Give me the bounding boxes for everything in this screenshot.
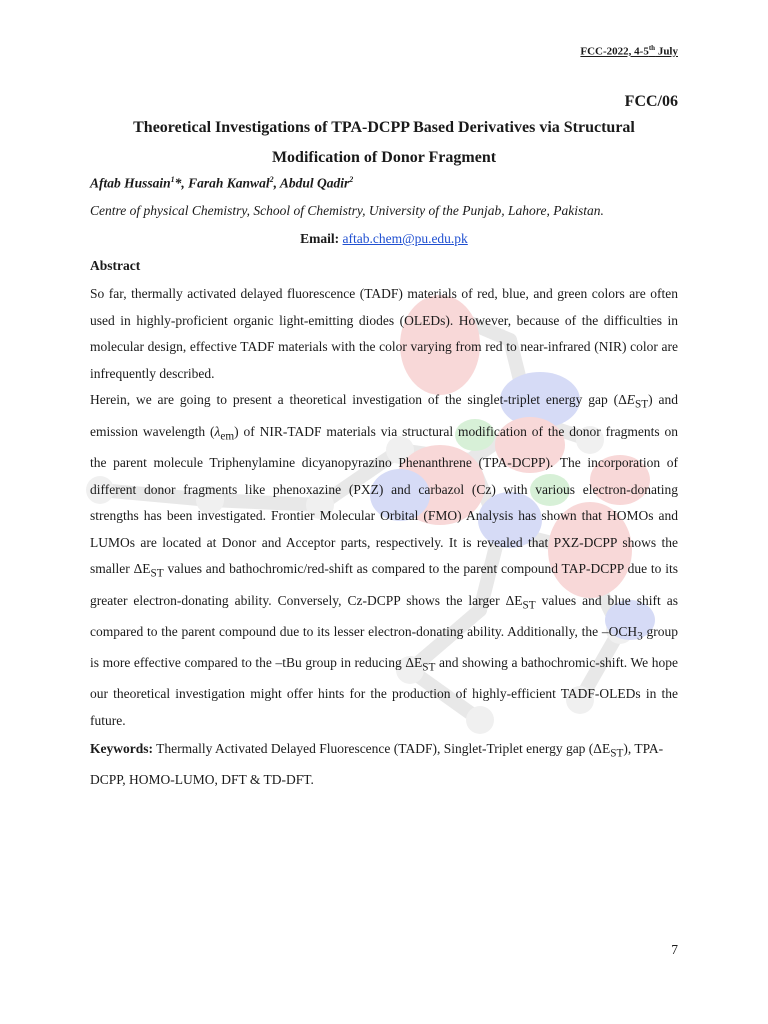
p2-subscript: em — [220, 430, 235, 443]
author-list — [90, 175, 353, 192]
p2-symbol: λ — [214, 423, 221, 439]
conference-header — [580, 44, 678, 58]
abstract-paragraph-2 — [90, 387, 678, 734]
p2-text: and showing a bathochromic-shift. We hope our theoretical investigation might offer hints for the production of highly-efficient TADF-OLEDs in the future. — [90, 655, 678, 729]
email-line — [90, 231, 678, 247]
p2-text: ) of NIR-TADF materials via structural modification of the donor fragments on the parent molecule Triphenylamine dicyanopyrazino Phenanthrene (TPA-DCPP). The incorporation of different donor fragments like phenoxazine (PXZ) and carbazol (Cz) with various electron-donating strengths has been investigated. Frontier Molecular Orbital (FMO) Analysis has shown that HOMOs and LUMOs are located at Donor and Acceptor parts, respectively. It is revealed that PXZ-DCPP shows the smaller ΔE — [90, 423, 678, 577]
page-number: 7 — [671, 942, 678, 957]
abstract-paragraph-1: So far, thermally activated delayed fluorescence (TADF) materials of red, blue, and green colors are often used in highly-proficient organic light-emitting diodes (OLEDs). However, because of the difficulties in molecular design, effective TADF materials with the color varying from red to near-infrared (NIR) color are infrequently described. — [90, 286, 678, 381]
email-link[interactable]: aftab.chem@pu.edu.pk — [342, 231, 468, 246]
conference-sup: th — [648, 44, 656, 52]
p2-subscript: ST — [150, 568, 164, 580]
p2-subscript: 3 — [637, 630, 643, 643]
author-3-affiliation: 2 — [349, 175, 354, 184]
abstract-heading: Abstract — [90, 258, 141, 273]
paper-title — [90, 113, 678, 173]
author-3: Abdul Qadir — [279, 175, 350, 191]
title-line-1: Theoretical Investigations of TPA-DCPP Based Derivatives via Structural — [133, 119, 635, 136]
keywords-text: Thermally Activated Delayed Fluorescence (TADF), Singlet-Triplet energy gap (ΔE — [153, 741, 611, 756]
keywords-text: ), TPA-DCPP, HOMO-LUMO, DFT & TD-DFT. — [90, 741, 664, 788]
conference-suffix: July — [655, 45, 678, 58]
p2-text: Herein, we are going to present a theoretical investigation of the singlet-triplet energy gap (Δ — [90, 392, 627, 408]
p2-symbol: E — [626, 392, 636, 408]
p2-subscript: ST — [635, 399, 649, 412]
author-1-affiliation: 1 — [170, 175, 175, 184]
abstract-code: FCC/06 — [624, 93, 678, 110]
p2-subscript: ST — [422, 661, 436, 674]
keywords-label: Keywords: — [90, 741, 153, 756]
p2-subscript: ST — [522, 599, 536, 612]
author-separator: , — [273, 175, 280, 191]
author-1: Aftab Hussain — [90, 175, 171, 191]
corresponding-mark: *, — [174, 175, 189, 191]
p2-text: group is more effective compared to the –tBu group in reducing ΔE — [90, 623, 678, 671]
p2-text: values and bathochromic/red-shift as compared to the parent compound TAP-DCPP due to its greater electron-donating ability. Conversely, Cz-DCPP shows the larger ΔE — [90, 561, 678, 608]
p2-text: values and blue shift as compared to the parent compound due to its lesser electron-donating ability. Additionally, the –OCH — [90, 592, 678, 639]
conference-text: FCC-2022, 4-5 — [580, 45, 649, 58]
abstract-body — [90, 281, 678, 735]
keywords — [90, 736, 678, 794]
title-line-2: Modification of Donor Fragment — [271, 149, 497, 166]
author-2: Farah Kanwal — [188, 175, 270, 191]
affiliation: Centre of physical Chemistry, School of Chemistry, University of the Punjab, Lahore, Pakistan. — [90, 203, 604, 218]
email-label: Email: — [300, 231, 340, 246]
p2-text: ) and emission wavelength ( — [90, 392, 678, 439]
author-2-affiliation: 2 — [269, 175, 274, 184]
keywords-subscript: ST — [610, 747, 624, 760]
